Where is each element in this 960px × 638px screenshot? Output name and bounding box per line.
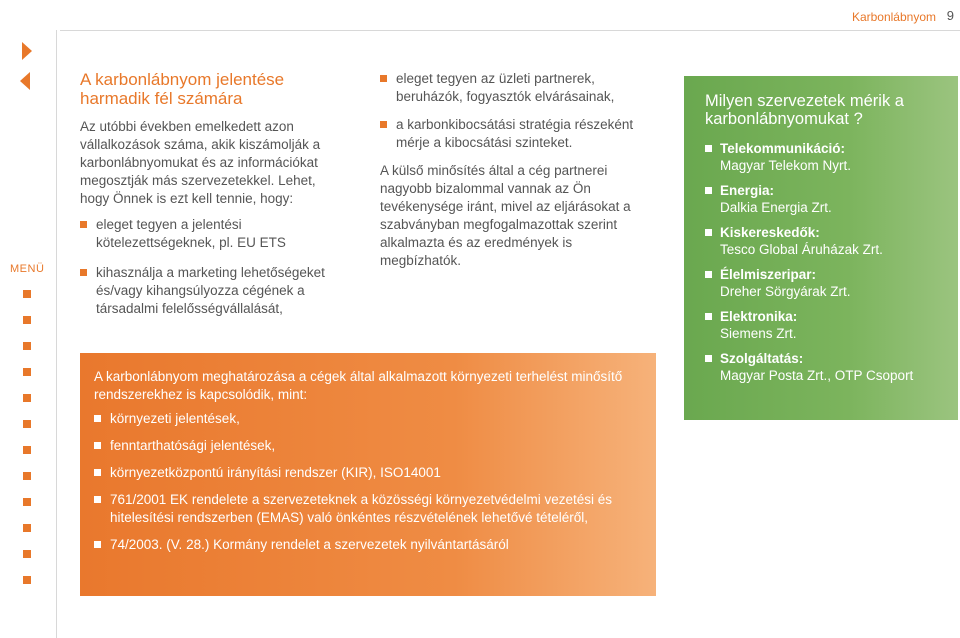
menu-square-icon[interactable] xyxy=(23,446,31,454)
menu-square-icon[interactable] xyxy=(23,524,31,532)
column-left xyxy=(80,70,340,318)
menu-square-icon[interactable] xyxy=(23,550,31,558)
organization-item xyxy=(705,224,940,258)
organization-item xyxy=(705,308,940,342)
list-item: környezeti jelentések, xyxy=(94,410,642,428)
page-number: 9 xyxy=(946,8,954,23)
menu-square-icon[interactable] xyxy=(23,342,31,350)
list-item: 761/2001 EK rendelete a szervezeteknek a közösségi környezetvédelmi vezetési és hitelesítési rendszerben (EMAS) való önkéntes részvételének lehetővé tételéről, xyxy=(94,491,642,527)
sector-label: Élelmiszeripar: xyxy=(720,267,817,282)
menu-square-icon[interactable] xyxy=(23,394,31,402)
menu-square-icon[interactable] xyxy=(23,368,31,376)
sector-label: Kiskereskedők: xyxy=(720,225,820,240)
previous-page-arrow-icon[interactable] xyxy=(20,72,30,90)
menu-link[interactable]: MENÜ xyxy=(10,263,45,275)
organizations-box xyxy=(684,76,958,420)
sector-label: Energia: xyxy=(720,183,775,198)
list-item: kihasználja a marketing lehetőségeket és/vagy kihangsúlyozza cégének a társadalmi felelősségvállalását, xyxy=(80,264,340,318)
list-item: eleget tegyen az üzleti partnerek, beruházók, fogyasztók elvárásainak, xyxy=(380,70,655,106)
column-middle xyxy=(380,70,655,270)
organizations-heading: Milyen szervezetek mérik a karbonlábnyomukat ? xyxy=(705,92,904,128)
company-name: Siemens Zrt. xyxy=(720,326,797,341)
list-item: eleget tegyen a jelentési kötelezettségeknek, pl. EU ETS xyxy=(80,216,340,252)
company-name: Dreher Sörgyárak Zrt. xyxy=(720,284,851,299)
organization-item xyxy=(705,140,940,174)
list-item: környezetközpontú irányítási rendszer (KIR), ISO14001 xyxy=(94,464,642,482)
list-item: 74/2003. (V. 28.) Kormány rendelet a szervezetek nyilvántartásáról xyxy=(94,536,642,554)
company-name: Magyar Posta Zrt., OTP Csoport xyxy=(720,368,914,383)
list-item: fenntarthatósági jelentések, xyxy=(94,437,642,455)
certification-paragraph: A külső minősítés által a cég partnerei nagyobb bizalommal vannak az Ön tevékenysége iránt, mivel az eljárásokat a szabványban megfogalmazottak szerint alkalmazta és az eredmények is megbízhatók. xyxy=(380,163,631,268)
menu-square-icon[interactable] xyxy=(23,420,31,428)
company-name: Magyar Telekom Nyrt. xyxy=(720,158,852,173)
menu-square-icon[interactable] xyxy=(23,498,31,506)
intro-paragraph: Az utóbbi években emelkedett azon vállalkozások száma, akik kiszámolják a karbonlábnyomukat és az információkat megosztják más szervezetekkel. Lehet, hogy Önnek is ezt kell tennie, hogy: xyxy=(80,119,321,206)
header-divider xyxy=(60,30,960,31)
list-item: a karbonkibocsátási stratégia részeként mérje a kibocsátási szinteket. xyxy=(380,116,655,152)
next-page-arrow-icon[interactable] xyxy=(22,42,32,60)
organization-item xyxy=(705,350,940,384)
sector-label: Elektronika: xyxy=(720,309,798,324)
running-header-title: Karbonlábnyom xyxy=(851,10,936,24)
menu-squares xyxy=(23,290,33,602)
company-name: Dalkia Energia Zrt. xyxy=(720,200,832,215)
sidebar-divider xyxy=(56,30,57,638)
menu-square-icon[interactable] xyxy=(23,472,31,480)
menu-square-icon[interactable] xyxy=(23,576,31,584)
sector-label: Telekommunikáció: xyxy=(720,141,846,156)
organization-item xyxy=(705,266,940,300)
sector-label: Szolgáltatás: xyxy=(720,351,804,366)
menu-square-icon[interactable] xyxy=(23,290,31,298)
systems-intro: A karbonlábnyom meghatározása a cégek által alkalmazott környezeti terhelést minősítő rendszerekhez is kapcsolódik, mint: xyxy=(94,369,623,402)
organization-item xyxy=(705,182,940,216)
systems-box xyxy=(80,353,656,596)
menu-square-icon[interactable] xyxy=(23,316,31,324)
section-heading: A karbonlábnyom jelentése harmadik fél számára xyxy=(80,70,285,108)
company-name: Tesco Global Áruházak Zrt. xyxy=(720,242,883,257)
